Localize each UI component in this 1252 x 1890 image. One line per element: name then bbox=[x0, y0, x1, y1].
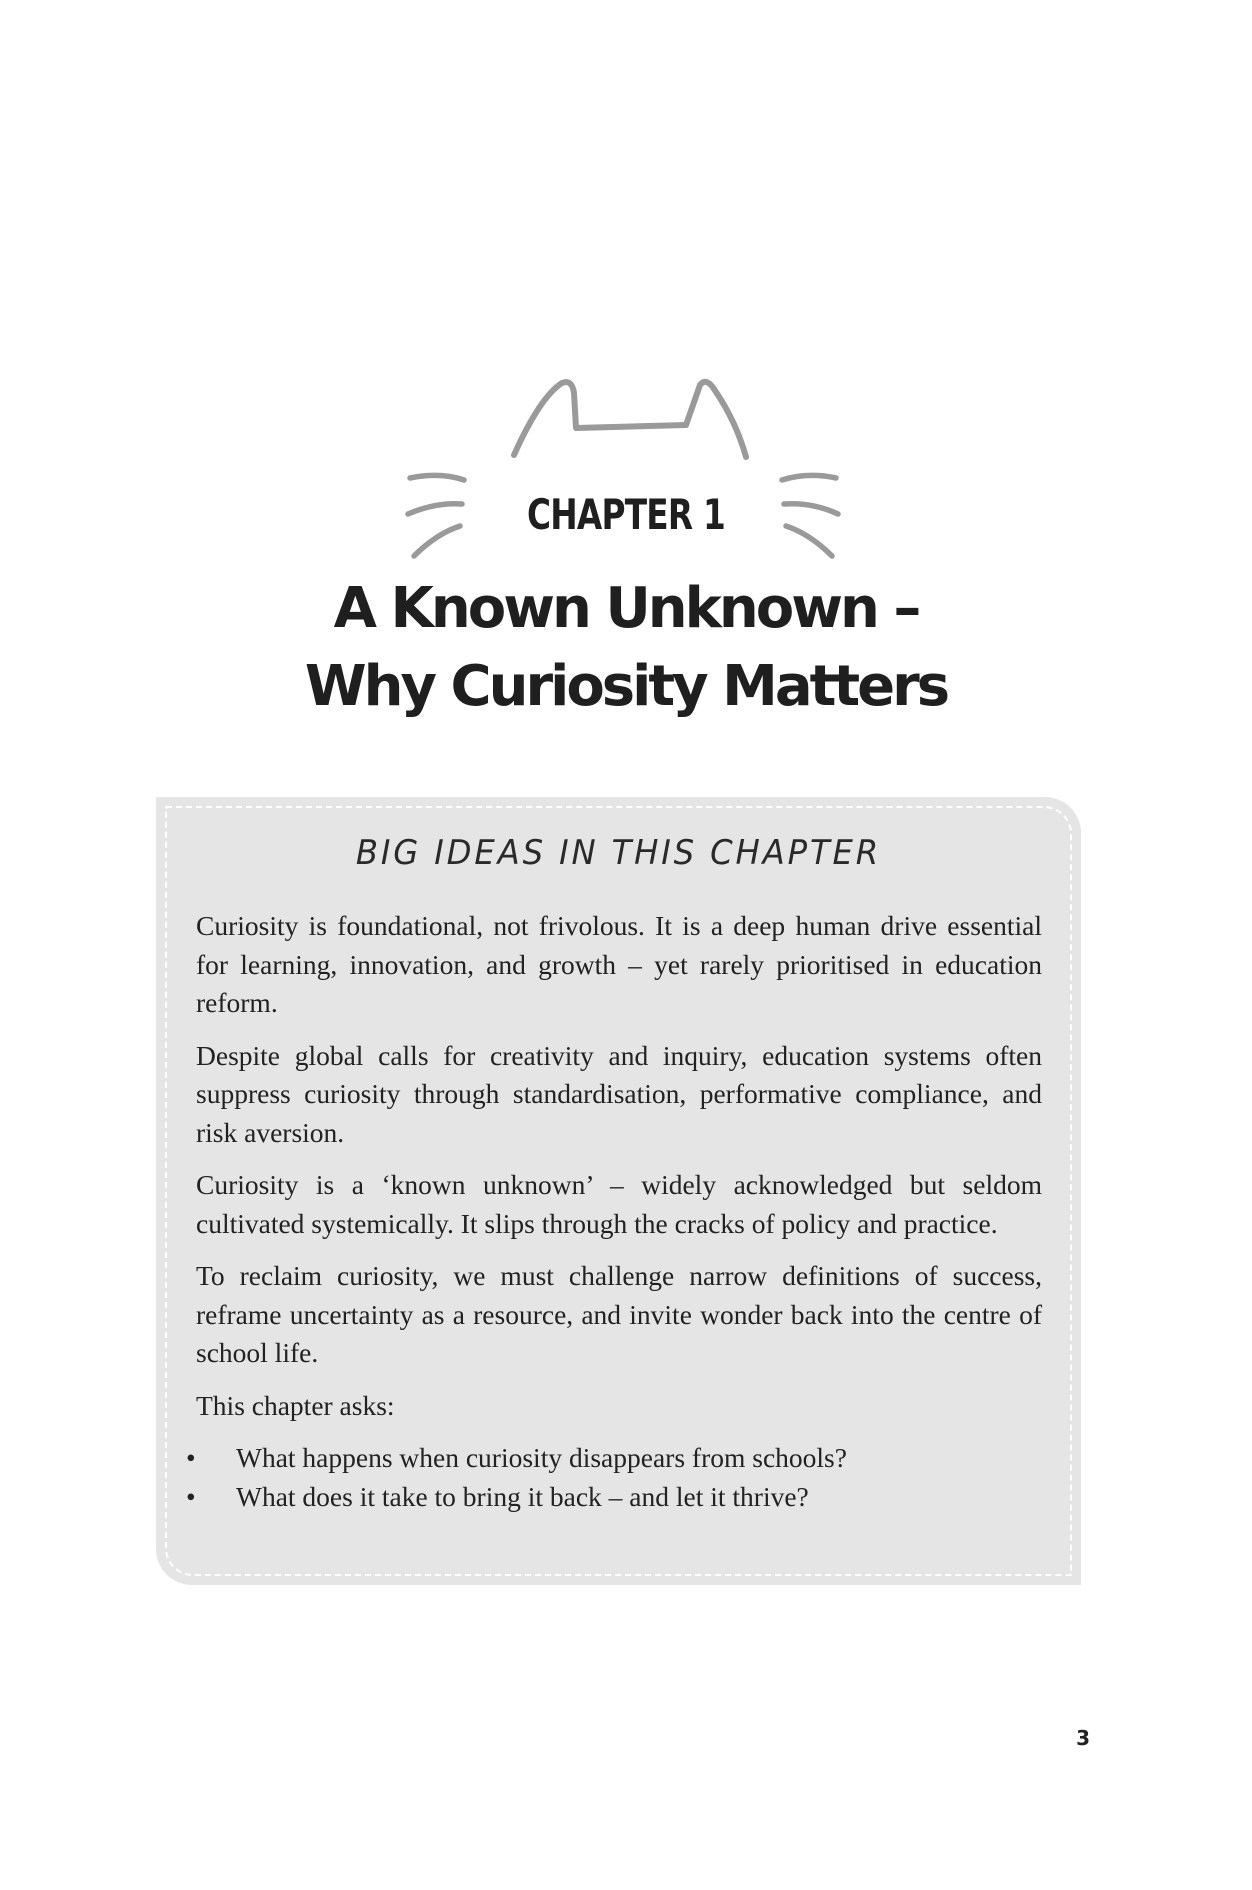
chapter-title bbox=[0, 570, 1252, 726]
big-idea-paragraph-4: To reclaim curiosity, we must challenge narrow definitions of success, reframe uncertainty as a resource, and invite wonder back into the centre of school life. bbox=[196, 1260, 1042, 1368]
big-idea-paragraph-3: Curiosity is a ‘known unknown’ – widely acknowledged but seldom cultivated systemically. It slips through the cracks of policy and practice. bbox=[196, 1169, 1042, 1239]
chapter-title-line-2: Why Curiosity Matters bbox=[304, 654, 948, 719]
chapter-label: CHAPTER 1 bbox=[527, 490, 725, 539]
big-ideas-box bbox=[156, 797, 1081, 1585]
bullet-icon: • bbox=[186, 1480, 196, 1512]
big-idea-paragraph-1: Curiosity is foundational, not frivolous. It is a deep human drive essential for learning, innovation, and growth – yet rarely prioritised in education reform. bbox=[196, 910, 1042, 1018]
big-ideas-heading: BIG IDEAS IN THIS CHAPTER bbox=[355, 833, 882, 873]
chapter-asks-intro: This chapter asks: bbox=[196, 1389, 395, 1421]
big-ideas-body bbox=[186, 907, 1042, 1516]
chapter-title-line-1: A Known Unknown – bbox=[333, 576, 919, 641]
question-item-2 bbox=[186, 1478, 1042, 1517]
question-item-1 bbox=[186, 1439, 1042, 1478]
question-list bbox=[186, 1439, 1042, 1516]
page-number: 3 bbox=[1076, 1726, 1090, 1750]
big-idea-paragraph-2: Despite global calls for creativity and inquiry, education systems often suppress curiosity through standardisation, performative compliance, and risk aversion. bbox=[196, 1039, 1042, 1148]
bullet-icon: • bbox=[186, 1442, 196, 1473]
question-text-1: What happens when curiosity disappears from schools? bbox=[236, 1442, 847, 1473]
cat-ears-icon bbox=[500, 375, 760, 465]
question-text-2: What does it take to bring it back – and let it thrive? bbox=[236, 1480, 809, 1512]
